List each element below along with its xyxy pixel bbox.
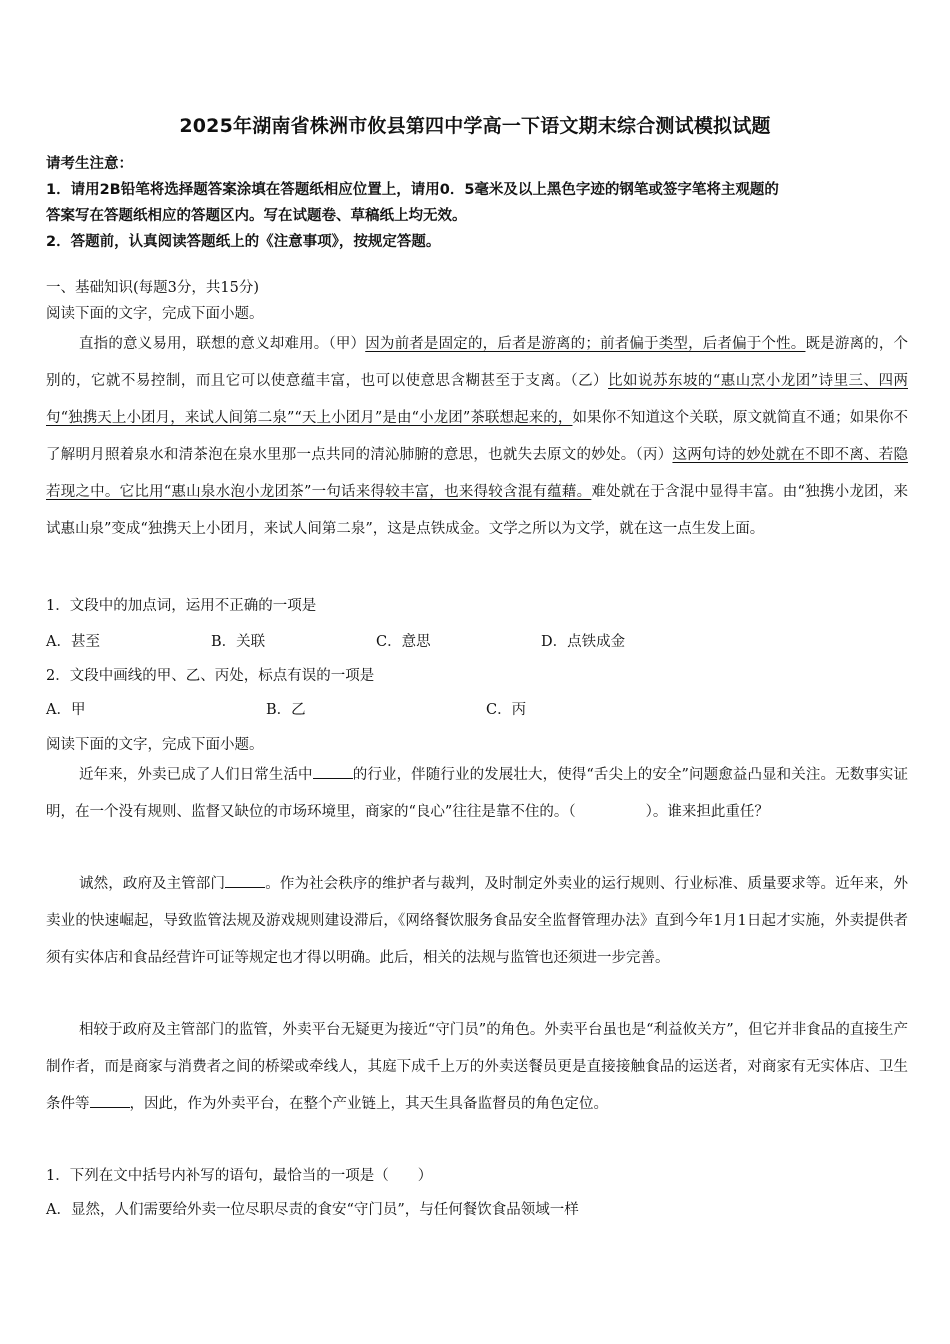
question-2-option-c[interactable]: C．丙 (486, 702, 527, 718)
underlined-jia: 因为前者是固定的，后者是游离的；前者偏于类型，后者偏于个性。 (365, 336, 806, 352)
question-3-option-a[interactable]: A．显然，人们需要给外卖一位尽职尽责的食安“守门员”，与任何餐饮食品领域一样 (46, 1202, 579, 1218)
underlined-bing: 这两句诗的妙处就在不即不离、若隐若现之中。它比用“惠山泉水泡小龙团茶”一句话来得较丰富，也来得较含混有蕴藉。 (46, 447, 909, 500)
passage-3-text-a: 诚然，政府及主管部门 (79, 876, 226, 892)
question-1-option-a[interactable]: A．甚至 (46, 634, 100, 650)
underlined-yi: 比如说苏东坡的“惠山烹小龙团”诗里三、四两句“独携天上小团月，来试人间第二泉”“天上小团月”是由“小龙团”茶联想起来的， (46, 373, 908, 426)
passage-1-text-c: 既是游离的，个别的，它就不易控制，而且它可以使意蕴丰富，也可以使意思含糊甚至于支离。（乙） (46, 336, 909, 389)
page-title: 2025年湖南省株洲市攸县第四中学高一下语文期末综合测试模拟试题 (179, 115, 771, 137)
passage-4-text-a: 相较于政府及主管部门的监管，外卖平台无疑更为接近“守门员”的角色。外卖平台虽也是“利益攸关方”，但它并非食品的直接生产制作者，而是商家与消费者之间的桥梁或牵线人，其庭下成千上万的外卖送餐员更是直接接触食品的运送者，对商家有无实体店、卫生条件等 (46, 1022, 908, 1112)
question-2-stem: 2．文段中画线的甲、乙、丙处，标点有误的一项是 (46, 668, 375, 684)
notice-line-2: 答案写在答题纸相应的答题区内。写在试题卷、草稿纸上均无效。 (46, 208, 467, 224)
passage-4 (46, 1012, 908, 1123)
question-1-stem: 1．文段中的加点词，运用不正确的一项是 (46, 598, 317, 614)
question-1-option-c[interactable]: C．意思 (376, 634, 431, 650)
section-heading: 一、基础知识(每题3分，共15分) (46, 280, 259, 296)
notice-line-1: 1．请用2B铅笔将选择题答案涂填在答题纸相应位置上，请用0．5毫米及以上黑色字迹的钢笔或签字笔将主观题的 (46, 182, 779, 198)
reading-intro-2: 阅读下面的文字，完成下面小题。 (46, 737, 264, 753)
passage-3-text-b: 。作为社会秩序的维护者与裁判，及时制定外卖业的运行规则、行业标准、质量要求等。近年来，外卖业的快速崛起，导致监管法规及游戏规则建设滞后，《网络餐饮服务食品安全监督管理办法》直到今年1月1日起才实施，外卖提供者须有实体店和食品经营许可证等规定也才得以明确。此后，相关的法规与监管也还须进一步完善。 (46, 876, 909, 966)
question-1-option-b[interactable]: B．关联 (211, 634, 266, 650)
notice-heading: 请考生注意： (46, 156, 133, 172)
passage-2-text-b: 的行业，伴随行业的发展壮大，使得“舌尖上的安全”问题愈益凸显和关注。无数事实证明，在一个没有规则、监督又缺位的市场环境里，商家的“良心”往往是靠不住的。（ (46, 767, 909, 820)
fill-blank-3 (90, 1095, 130, 1108)
passage-1-text-g: 难处就在于含混中显得丰富。由“独携小龙团，来试惠山泉”变成“独携天上小团月，来试人间第二泉”，这是点铁成金。文学之所以为文学，就在这一点生发上面。 (46, 484, 908, 537)
question-1-option-d[interactable]: D．点铁成金 (541, 634, 626, 650)
fill-blank-2 (225, 875, 265, 888)
question-2-option-b[interactable]: B．乙 (266, 702, 306, 718)
passage-2-text-a: 近年来，外卖已成了人们日常生活中 (79, 767, 313, 783)
passage-1-text-e: 如果你不知道这个关联，原文就简直不通；如果你不了解明月照着泉水和清茶泡在泉水里那一点共同的清沁肺腑的意思，也就失去原文的妙处。（丙） (46, 410, 908, 463)
passage-4-text-b: ，因此，作为外卖平台，在整个产业链上，其天生具备监督员的角色定位。 (129, 1096, 608, 1112)
notice-line-3: 2．答题前，认真阅读答题纸上的《注意事项》，按规定答题。 (46, 234, 441, 250)
fill-blank-1 (313, 766, 353, 779)
passage-1-text-a: 直指的意义易用，联想的意义却难用。（甲） (79, 336, 366, 352)
passage-2-text-c: ）。谁来担此重任？ (645, 804, 769, 820)
question-2-option-a[interactable]: A．甲 (46, 702, 86, 718)
passage-1 (46, 326, 908, 548)
passage-2 (46, 757, 908, 831)
passage-3 (46, 866, 908, 977)
reading-intro-1: 阅读下面的文字，完成下面小题。 (46, 306, 264, 322)
question-3-stem: 1．下列在文中括号内补写的语句，最恰当的一项是（ ） (46, 1168, 433, 1184)
